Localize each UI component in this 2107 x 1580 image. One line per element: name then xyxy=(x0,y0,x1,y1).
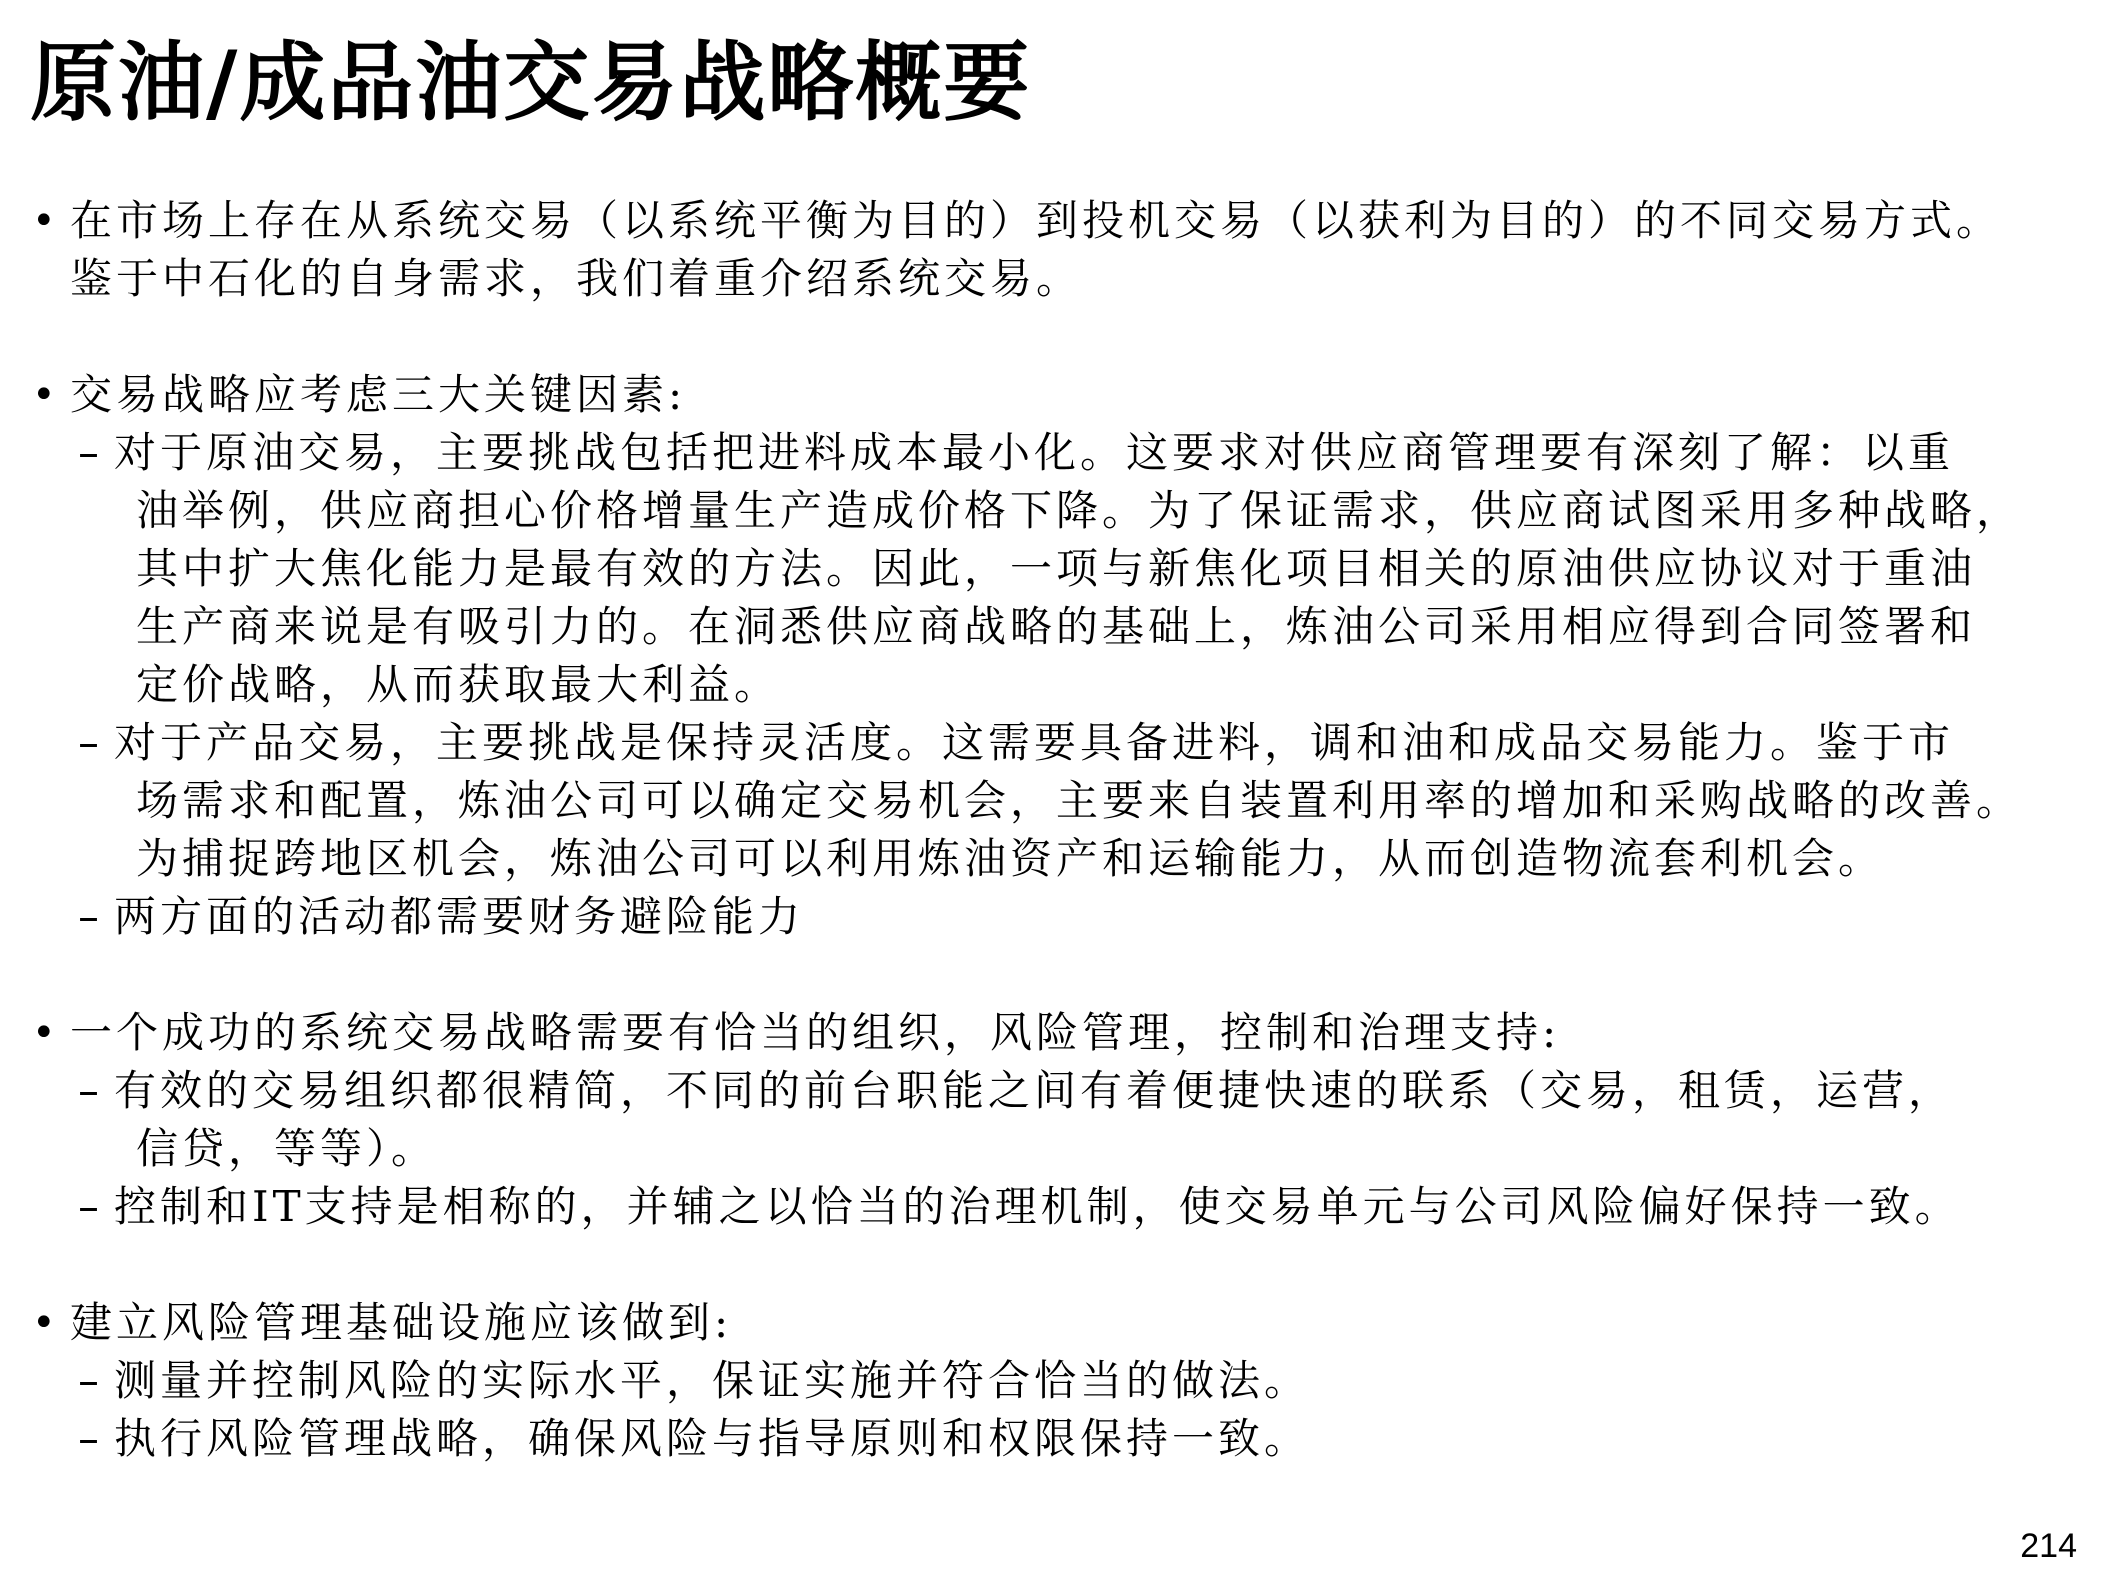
sub-text-line: 有效的交易组织都很精简，不同的前台职能之间有着便捷快速的联系（交易，租赁，运营， xyxy=(114,1066,1955,1115)
bullet-item xyxy=(32,192,2082,308)
sub-text-line: 其中扩大焦化能力是最有效的方法。因此，一项与新焦化项目相关的原油供应协议对于重油 xyxy=(136,544,1977,593)
sub-item xyxy=(32,1352,2082,1410)
sub-text-line: 定价战略，从而获取最大利益。 xyxy=(136,660,781,709)
bullet-text-line: 交易战略应考虑三大关键因素: xyxy=(70,370,687,419)
sub-text-line: 执行风险管理战略，确保风险与指导原则和权限保持一致。 xyxy=(114,1414,1311,1463)
bullet-group xyxy=(32,366,2082,946)
dash-icon: – xyxy=(78,1414,99,1463)
sub-text-line: 对于原油交易，主要挑战包括把进料成本最小化。这要求对供应商管理要有深刻了解：以重 xyxy=(114,428,1955,477)
bullet-item xyxy=(32,1004,2082,1062)
bullet-text-line: 建立风险管理基础设施应该做到: xyxy=(70,1298,733,1347)
sub-item xyxy=(32,1410,2082,1468)
sub-item xyxy=(32,424,2082,714)
bullet-item xyxy=(32,1294,2082,1352)
sub-text-line: 控制和IT支持是相称的，并辅之以恰当的治理机制，使交易单元与公司风险偏好保持一致。 xyxy=(114,1182,1961,1231)
sub-item xyxy=(32,888,2082,946)
bullet-text-line: 鉴于中石化的自身需求，我们着重介绍系统交易。 xyxy=(70,254,1083,303)
dash-icon: – xyxy=(78,428,99,477)
sub-text-line: 场需求和配置，炼油公司可以确定交易机会，主要来自装置利用率的增加和采购战略的改善。 xyxy=(136,776,2023,825)
sub-text-line: 为捕捉跨地区机会，炼油公司可以利用炼油资产和运输能力，从而创造物流套利机会。 xyxy=(136,834,1885,883)
sub-text-line: 两方面的活动都需要财务避险能力 xyxy=(114,892,805,941)
slide-title: 原油/成品油交易战略概要 xyxy=(30,33,1032,133)
dash-icon: – xyxy=(78,718,99,767)
sub-text-line: 信贷，等等）。 xyxy=(136,1124,438,1173)
bullet-icon: • xyxy=(32,1010,56,1056)
sub-item xyxy=(32,714,2082,888)
sub-text-line: 测量并控制风险的实际水平，保证实施并符合恰当的做法。 xyxy=(114,1356,1311,1405)
dash-icon: – xyxy=(78,1356,99,1405)
dash-icon: – xyxy=(78,892,99,941)
bullet-group xyxy=(32,192,2082,308)
slide-content xyxy=(32,192,2082,1468)
bullet-group xyxy=(32,1004,2082,1236)
sub-item xyxy=(32,1178,2082,1236)
bullet-icon: • xyxy=(32,1300,56,1346)
bullet-item xyxy=(32,366,2082,424)
sub-text-line: 生产商来说是有吸引力的。在洞悉供应商战略的基础上，炼油公司采用相应得到合同签署和 xyxy=(136,602,1977,651)
sub-item xyxy=(32,1062,2082,1178)
bullet-text-line: 一个成功的系统交易战略需要有恰当的组织，风险管理，控制和治理支持: xyxy=(70,1008,1561,1057)
bullet-text-line: 在市场上存在从系统交易（以系统平衡为目的）到投机交易（以获利为目的）的不同交易方式。 xyxy=(70,196,2003,245)
bullet-group xyxy=(32,1294,2082,1468)
bullet-icon: • xyxy=(32,198,56,244)
sub-text-line: 对于产品交易，主要挑战是保持灵活度。这需要具备进料，调和油和成品交易能力。鉴于市 xyxy=(114,718,1955,767)
bullet-icon: • xyxy=(32,372,56,418)
page-number: 214 xyxy=(2020,1527,2077,1565)
sub-text-line: 油举例，供应商担心价格增量生产造成价格下降。为了保证需求，供应商试图采用多种战略， xyxy=(136,486,2023,535)
dash-icon: – xyxy=(78,1066,99,1115)
dash-icon: – xyxy=(78,1182,99,1231)
